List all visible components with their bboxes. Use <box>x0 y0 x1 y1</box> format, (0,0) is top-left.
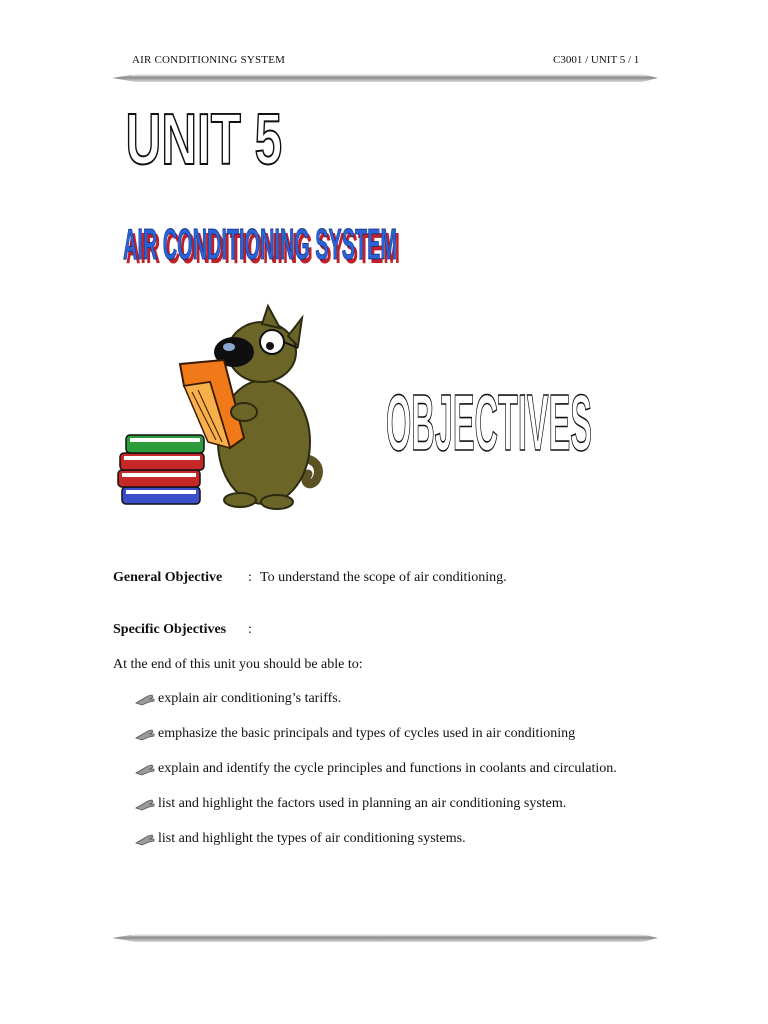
objectives-wordart <box>384 378 594 454</box>
header-divider <box>112 71 658 85</box>
objective-item <box>134 760 617 795</box>
specific-objectives-separator: : <box>248 622 252 637</box>
general-objective-separator: : <box>248 570 252 585</box>
objective-text: list and highlight the types of air conditioning systems. <box>158 831 466 846</box>
pointing-hand-icon <box>134 760 158 778</box>
objective-item <box>134 725 617 760</box>
objective-text: explain air conditioning’s tariffs. <box>158 691 342 706</box>
subject-title-wordart <box>120 215 405 271</box>
general-objective-text: To understand the scope of air conditioning. <box>260 570 507 585</box>
objective-text: emphasize the basic principals and types of cycles used in air conditioning <box>158 726 576 741</box>
pointing-hand-icon <box>134 830 158 848</box>
general-objective-label: General Objective <box>113 570 223 585</box>
reading-mascot-illustration <box>112 302 332 517</box>
objective-item <box>134 795 617 830</box>
objective-item <box>134 830 617 865</box>
specific-objectives-label: Specific Objectives <box>113 622 227 637</box>
unit-title-wordart <box>122 100 292 172</box>
objective-text: list and highlight the factors used in planning an air conditioning system. <box>158 796 567 811</box>
pointing-hand-icon <box>134 725 158 743</box>
header-page-ref: C3001 / UNIT 5 / 1 <box>553 54 640 66</box>
books-stack-icon <box>118 435 204 504</box>
subject-title-text: AIR CONDITIONING SYSTEM <box>123 220 397 269</box>
objectives-text: OBJECTIVES <box>386 378 592 454</box>
specific-objectives-list <box>134 690 617 865</box>
objective-text: explain and identify the cycle principles and functions in coolants and circulation. <box>158 761 617 776</box>
pointing-hand-icon <box>134 690 158 708</box>
objective-item <box>134 690 617 725</box>
specific-objectives-intro: At the end of this unit you should be able to: <box>113 657 363 672</box>
unit-title-text: UNIT 5 <box>125 100 283 172</box>
pointing-hand-icon <box>134 795 158 813</box>
svg-text:AIR CONDITIONING SYSTEM: AIR CONDITIONING SYSTEM <box>126 224 400 271</box>
footer-divider <box>112 931 658 945</box>
header-course-title: AIR CONDITIONING SYSTEM <box>132 54 286 66</box>
